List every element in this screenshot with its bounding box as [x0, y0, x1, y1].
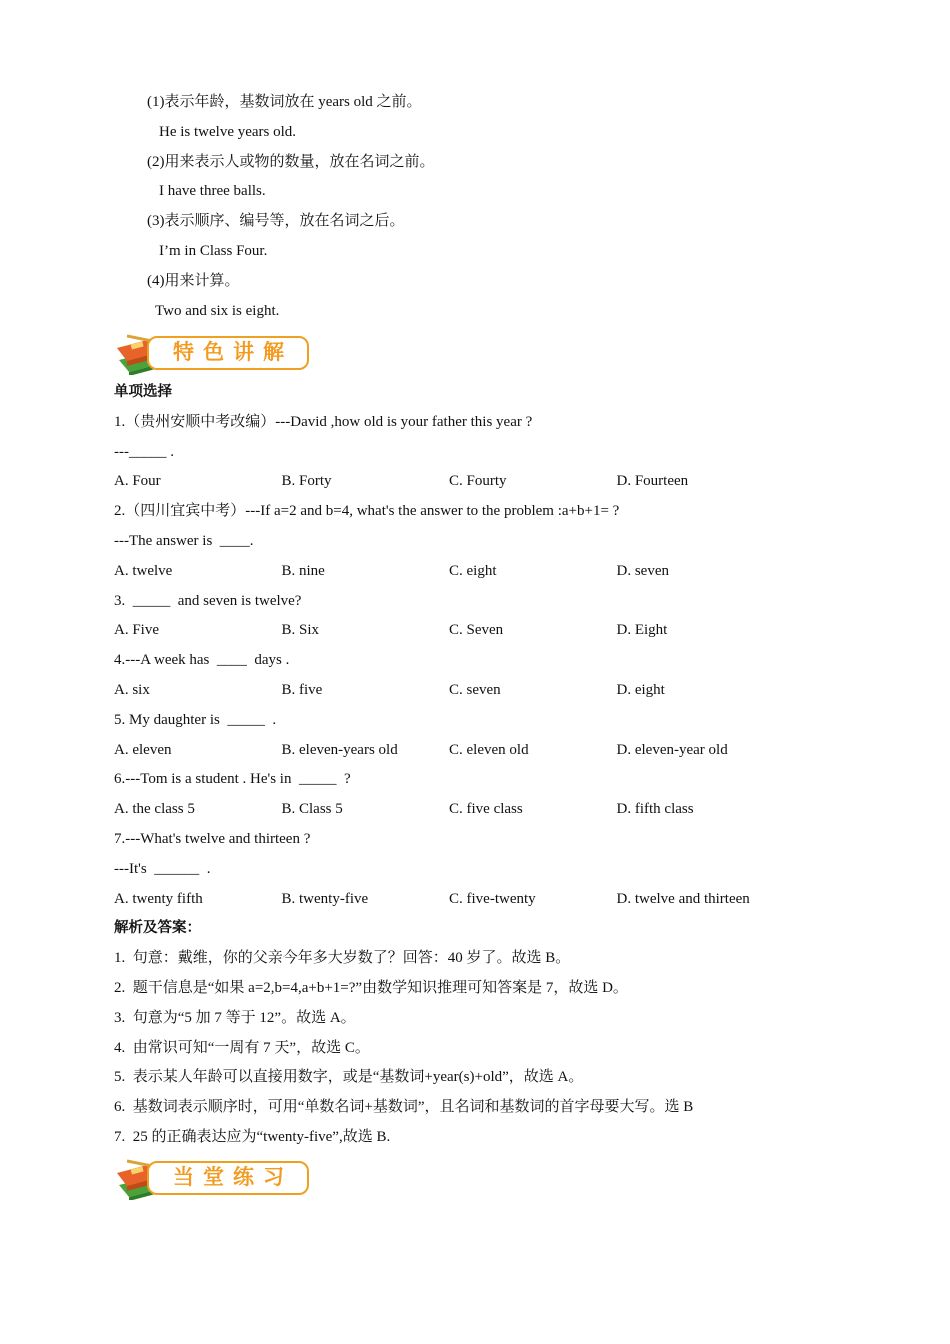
option: C. five class	[449, 801, 523, 818]
question-text: ---_____ .	[114, 443, 174, 460]
banner-label: 特色讲解	[173, 340, 293, 364]
section-title: 单项选择	[114, 384, 172, 400]
answer-line: 7. 25 的正确表达应为“twenty-five”,故选 B.	[114, 1128, 391, 1145]
intro-line: (2)用来表示人或物的数量，放在名词之前。	[147, 153, 435, 170]
options-row	[0, 676, 950, 706]
options-row	[0, 795, 950, 825]
question	[0, 825, 950, 914]
answer-line: 3. 句意为“5 加 7 等于 12”。故选 A。	[114, 1009, 356, 1026]
intro-line: Two and six is eight.	[155, 302, 280, 319]
question-text: ---It's ______ .	[114, 860, 211, 877]
intro-line: I’m in Class Four.	[159, 242, 268, 259]
intro-usage-list	[0, 88, 950, 326]
question-text: 5. My daughter is _____ .	[114, 711, 277, 728]
option: D. twelve and thirteen	[616, 890, 750, 907]
option: A. six	[114, 681, 150, 698]
option: D. Eight	[616, 622, 668, 639]
intro-line: (1)表示年龄，基数词放在 years old 之前。	[147, 94, 422, 110]
option: D. eight	[616, 681, 665, 698]
option: D. seven	[616, 562, 669, 579]
question	[0, 646, 950, 706]
question-text: 2.（四川宜宾中考）---If a=2 and b=4, what's the answer to the problem :a+b+1= ?	[114, 503, 620, 520]
banner-features	[0, 330, 950, 375]
options-row	[0, 467, 950, 497]
option: B. Class 5	[281, 801, 343, 818]
option: B. nine	[281, 562, 325, 579]
intro-line: He is twelve years old.	[159, 123, 297, 140]
option: A. the class 5	[114, 801, 195, 818]
option: C. seven	[449, 681, 501, 698]
option: B. Forty	[281, 473, 332, 490]
options-row	[0, 557, 950, 587]
option: B. eleven-years old	[281, 741, 398, 758]
option: A. Four	[114, 473, 161, 490]
exercise-section	[0, 378, 950, 1153]
banner-practice	[0, 1155, 950, 1200]
intro-line: (4)用来计算。	[147, 272, 240, 289]
option: D. Fourteen	[616, 473, 689, 490]
option: A. eleven	[114, 741, 172, 758]
option: A. twenty fifth	[114, 890, 203, 907]
option: A. Five	[114, 622, 159, 639]
answers-title: 解析及答案：	[114, 920, 201, 937]
options-row	[0, 736, 950, 766]
intro-line: I have three balls.	[159, 183, 266, 200]
question-text: 7.---What's twelve and thirteen ?	[114, 830, 311, 847]
question	[0, 408, 950, 497]
option: D. fifth class	[616, 801, 694, 818]
options-row	[0, 885, 950, 915]
option: B. Six	[281, 622, 320, 639]
option: D. eleven-year old	[616, 741, 728, 758]
answer-line: 5. 表示某人年龄可以直接用数字，或是“基数词+year(s)+old”，故选 A。	[114, 1069, 584, 1086]
option: C. five-twenty	[449, 890, 536, 907]
options-row	[0, 616, 950, 646]
answer-line: 6. 基数词表示顺序时，可用“单数名词+基数词”，且名词和基数词的首字母要大写。选 B	[114, 1099, 694, 1116]
option: C. Seven	[449, 622, 504, 639]
question	[0, 765, 950, 825]
question-text: 3. _____ and seven is twelve?	[114, 592, 302, 609]
question-text: 4.---A week has ____ days .	[114, 652, 290, 669]
option: B. five	[281, 681, 323, 698]
question	[0, 706, 950, 766]
option: B. twenty-five	[281, 890, 369, 907]
question	[0, 497, 950, 586]
option: C. eleven old	[449, 741, 529, 758]
question-text: 6.---Tom is a student . He's in _____ ?	[114, 771, 351, 788]
question	[0, 587, 950, 647]
answer-line: 1. 句意：戴维，你的父亲今年多大岁数了？回答：40 岁了。故选 B。	[114, 950, 571, 967]
banner-label: 当堂练习	[173, 1165, 293, 1189]
option: C. eight	[449, 562, 497, 579]
question-text: 1.（贵州安顺中考改编）---David ,how old is your father this year ?	[114, 413, 533, 430]
option: C. Fourty	[449, 473, 507, 490]
answer-line: 4. 由常识可知“一周有 7 天”，故选 C。	[114, 1039, 370, 1056]
option: A. twelve	[114, 562, 173, 579]
question-text: ---The answer is ____.	[114, 532, 254, 549]
intro-line: (3)表示顺序、编号等，放在名词之后。	[147, 213, 405, 230]
answer-line: 2. 题干信息是“如果 a=2,b=4,a+b+1=?”由数学知识推理可知答案是 7，故选 D。	[114, 979, 628, 996]
